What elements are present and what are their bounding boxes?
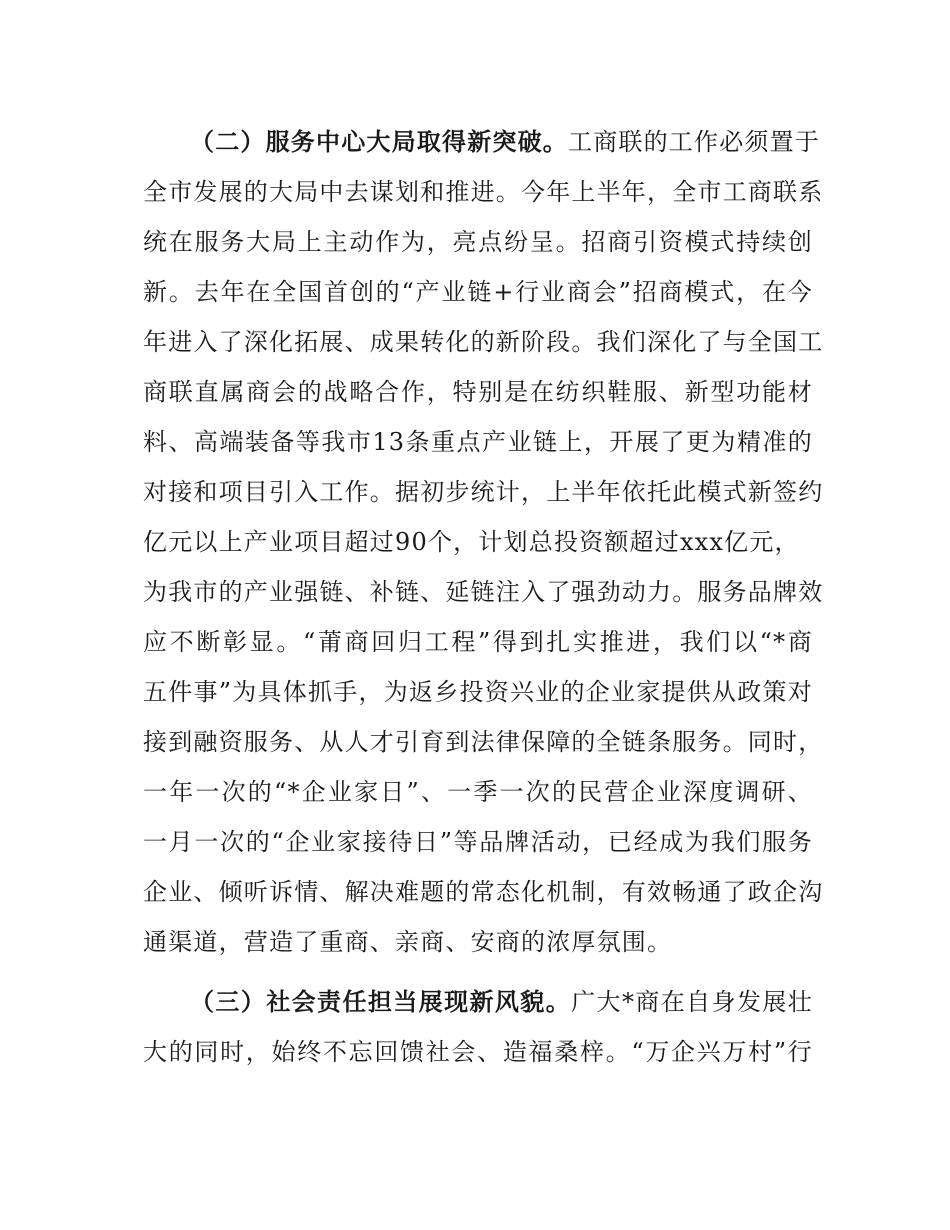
section3-heading: （三）社会责任担当展现新风貌。: [190, 988, 572, 1016]
paragraph-line: 料、高端装备等我市13条重点产业链上，开展了更为精准的: [143, 428, 813, 456]
section3-first-line: [190, 982, 813, 1022]
section3-first-line-text: 广大*商在自身发展壮: [571, 988, 813, 1016]
paragraph-line: 通渠道，营造了重商、亲商、安商的浓厚氛围。: [143, 928, 673, 956]
section2-first-line: [190, 122, 820, 162]
paragraph-line: 五件事”为具体抓手，为返乡投资兴业的企业家提供从政策对: [143, 678, 813, 706]
paragraph-line: 新。去年在全国首创的“产业链+行业商会”招商模式，在今: [143, 278, 813, 306]
paragraph-line: 企业、倾听诉情、解决难题的常态化机制，有效畅通了政企沟: [143, 878, 824, 906]
paragraph-line: 一年一次的“*企业家日”、一季一次的民营企业深度调研、: [143, 778, 813, 806]
section2-heading: （二）服务中心大局取得新突破。: [190, 128, 568, 156]
paragraph-line: 商联直属商会的战略合作，特别是在纺织鞋服、新型功能材: [143, 378, 813, 406]
paragraph-line: 年进入了深化拓展、成果转化的新阶段。我们深化了与全国工: [143, 328, 824, 356]
paragraph-line: 亿元以上产业项目超过90个，计划总投资额超过xxx亿元，: [143, 528, 800, 556]
paragraph-line: 大的同时，始终不忘回馈社会、造福桑梓。“万企兴万村”行: [143, 1038, 813, 1066]
paragraph-line: 全市发展的大局中去谋划和推进。今年上半年，全市工商联系: [143, 178, 824, 206]
paragraph-line: 应不断彰显。“莆商回归工程”得到扎实推进，我们以“*商: [143, 628, 813, 656]
paragraph-line: 接到融资服务、从人才引育到法律保障的全链条服务。同时，: [143, 728, 824, 756]
paragraph-line: 统在服务大局上主动作为，亮点纷呈。招商引资模式持续创: [143, 228, 813, 256]
section2-first-line-text: 工商联的工作必须置于: [568, 128, 820, 156]
paragraph-line: 为我市的产业强链、补链、延链注入了强劲动力。服务品牌效: [143, 578, 824, 606]
paragraph-line: 对接和项目引入工作。据初步统计，上半年依托此模式新签约: [143, 478, 824, 506]
paragraph-line: 一月一次的“企业家接待日”等品牌活动，已经成为我们服务: [143, 828, 813, 856]
